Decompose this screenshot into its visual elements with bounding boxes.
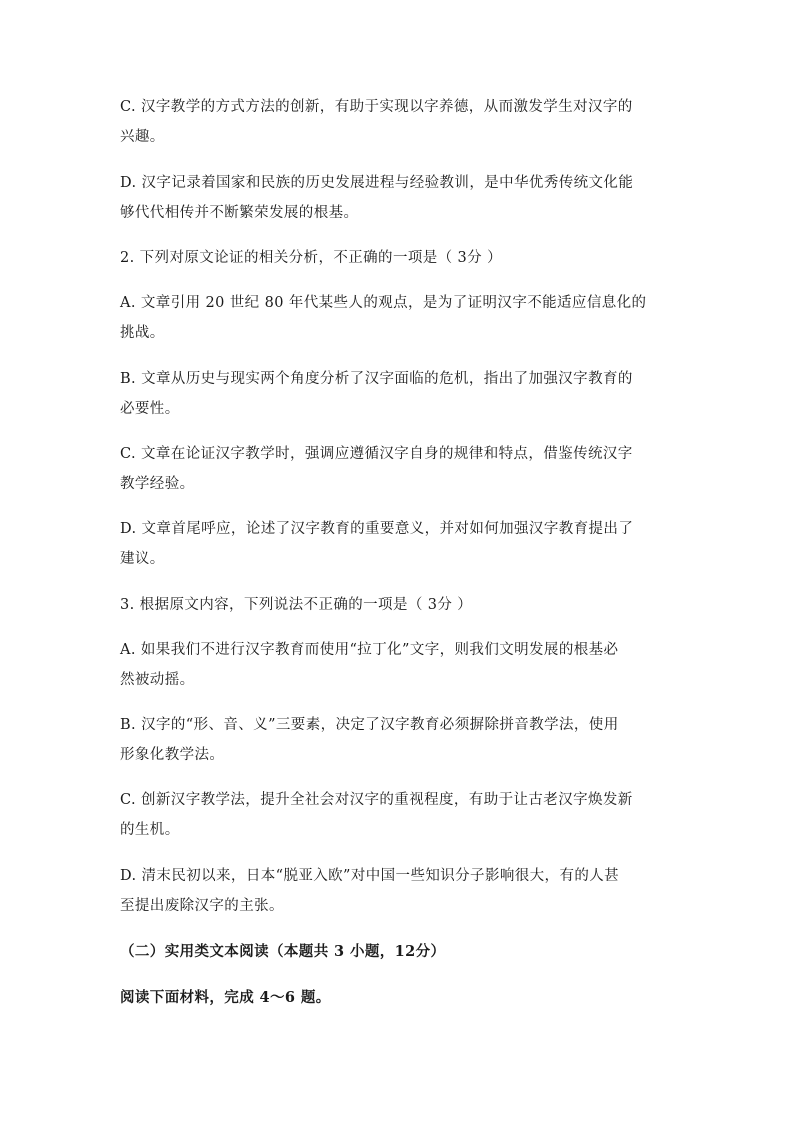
text-line: 够代代相传并不断繁荣发展的根基。 (120, 205, 359, 221)
section-heading (120, 937, 680, 967)
text-line: （二）实用类文本阅读（本题共 3 小题，12分） (120, 943, 446, 960)
text-line: 至提出废除汉字的主张。 (120, 898, 284, 914)
option-a-q2 (120, 288, 680, 348)
option-c-q2 (120, 439, 680, 499)
text-line: C. 创新汉字教学法，提升全社会对汉字的重视程度，有助于让古老汉字焕发新 (120, 792, 633, 808)
option-d-q3 (120, 861, 680, 921)
text-line: 兴趣。 (120, 129, 165, 145)
text-line: A. 如果我们不进行汉字教育而使用“拉丁化”文字，则我们文明发展的根基必 (120, 642, 619, 658)
text-line: B. 文章从历史与现实两个角度分析了汉字面临的危机，指出了加强汉字教育的 (120, 371, 633, 387)
option-c-q1 (120, 92, 680, 152)
text-line: 3. 根据原文内容，下列说法不正确的一项是（ 3分 ） (120, 597, 473, 613)
text-line: B. 汉字的“形、音、义”三要素，决定了汉字教育必须摒除拼音教学法，使用 (120, 717, 619, 733)
text-line: 然被动摇。 (120, 672, 195, 688)
text-line: 的生机。 (120, 822, 180, 838)
reading-instruction (120, 983, 680, 1013)
text-line: D. 汉字记录着国家和民族的历史发展进程与经验教训，是中华优秀传统文化能 (120, 175, 634, 191)
text-line: 教学经验。 (120, 476, 195, 492)
option-c-q3 (120, 785, 680, 845)
option-d-q1 (120, 168, 680, 228)
question-2 (120, 243, 680, 273)
text-line: C. 文章在论证汉字教学时，强调应遵循汉字自身的规律和特点，借鉴传统汉字 (120, 446, 633, 462)
option-b-q3 (120, 710, 680, 770)
text-line: A. 文章引用 20 世纪 80 年代某些人的观点，是为了证明汉字不能适应信息化的 (120, 295, 647, 311)
text-line: C. 汉字教学的方式方法的创新，有助于实现以字养德，从而激发学生对汉字的 (120, 99, 633, 115)
option-d-q2 (120, 514, 680, 574)
text-line: 2. 下列对原文论证的相关分析，不正确的一项是（ 3分 ） (120, 250, 502, 266)
question-3 (120, 590, 680, 620)
text-line: 挑战。 (120, 325, 165, 341)
text-line: 建议。 (120, 551, 165, 567)
option-a-q3 (120, 635, 680, 695)
option-b-q2 (120, 364, 680, 424)
text-line: 必要性。 (120, 401, 180, 417)
text-line: D. 清末民初以来，日本“脱亚入欧”对中国一些知识分子影响很大，有的人甚 (120, 868, 620, 884)
text-line: 阅读下面材料，完成 4～6 题。 (120, 989, 331, 1006)
text-line: 形象化教学法。 (120, 747, 225, 763)
text-line: D. 文章首尾呼应，论述了汉字教育的重要意义，并对如何加强汉字教育提出了 (120, 521, 634, 537)
